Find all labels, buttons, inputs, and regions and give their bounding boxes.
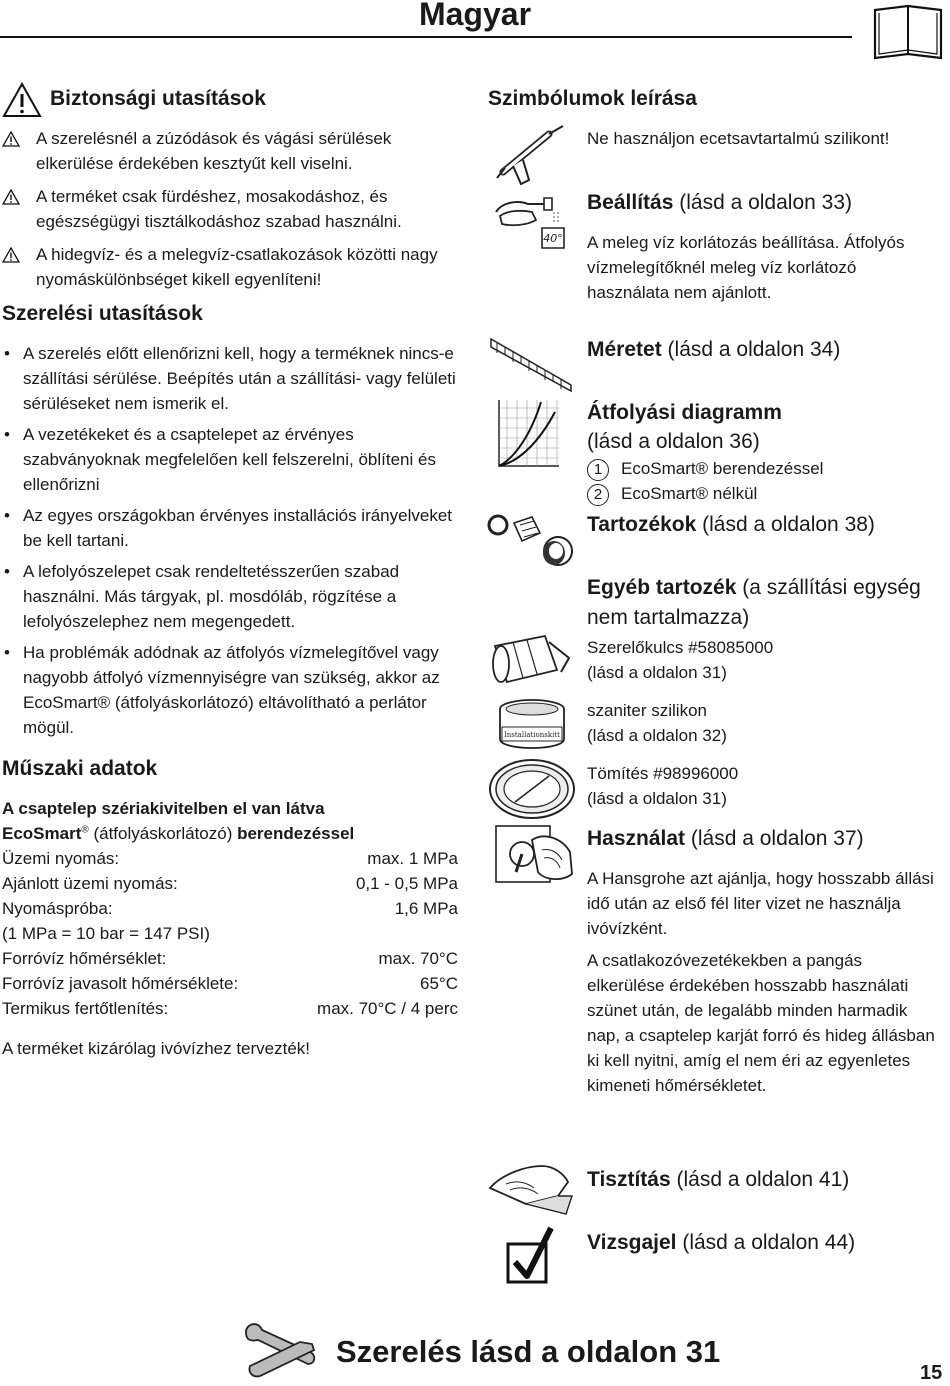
flow-item-1: 1 EcoSmart® berendezéssel [587,456,823,481]
spec-row: Ajánlott üzemi nyomás: 0,1 - 0,5 MPa [2,874,458,893]
tech-subtitle: A csaptelep szériakivitelben el van látva [2,799,325,818]
silicone-can-icon [494,697,574,753]
warning-icon [2,82,42,118]
temperature-reading: 40° [543,232,563,245]
header-rule [0,36,852,38]
flow-item-2: 2 EcoSmart® nélkül [587,481,757,506]
can-label: Installationskitt [504,731,560,739]
safety-title: Biztonsági utasítások [50,87,266,110]
cleaning-hand-icon [486,1160,576,1224]
list-item: • Ha problémák adódnak az átfolyós vízmelegítővel vagy nagyobb átfolyó vízmennyiségre van szükség, akkor az EcoSmart® (átfolyáskorlátozó) eltávolítható a perlátor mögül. [2,640,462,740]
spec-row: Forróvíz hőmérséklet: max. 70°C [2,949,458,968]
mixer-handle-icon [492,822,576,886]
accessories-heading: Tartozékok (lásd a oldalon 38) [587,513,875,536]
small-warning-icon [2,189,20,205]
seal-ring-icon [487,758,577,820]
tech-note: A terméket kizárólag ivóvízhez tervezték! [2,1039,311,1058]
spec-row: Nyomáspróba: 1,6 MPa [2,899,458,918]
ecosmart-label: EcoSmart [2,824,82,843]
spec-row: (1 MPa = 10 bar = 147 PSI) [2,924,210,943]
registered-mark: ® [81,824,89,836]
clean-heading: Tisztítás (lásd a oldalon 41) [587,1168,850,1191]
safety-item [2,126,452,176]
tech-subtitle-2 [2,821,462,846]
tech-block [2,796,462,1061]
safety-item-text: A terméket csak fürdéshez, mosakodáshoz, és egészségügyi tisztálkodáshoz szabad használni. [36,187,402,231]
symbols-title: Szimbólumok leírása [488,87,697,110]
tech-title: Műszaki adatok [2,757,158,780]
number-circle: 1 [587,459,609,481]
spec-row: Forróvíz javasolt hőmérséklete: 65°C [2,974,458,993]
page-number: 15 [920,1362,943,1384]
ecosmart-end: berendezéssel [237,824,355,843]
silicone-gun-icon [493,124,573,188]
flow-diagram-icon [495,398,561,470]
safety-list [2,126,452,292]
test-heading: Vizsgajel (lásd a oldalon 44) [587,1231,856,1254]
safety-item-text: A szerelésnél a zúzódások és vágási sérülések elkerülése érdekében kesztyűt kell viselni. [36,129,392,173]
flow-ref: (lásd a oldalon 36) [587,430,760,453]
safety-item [2,184,452,234]
list-item: • A szerelés előtt ellenőrizni kell, hogy a terméknek nincs-e szállítási sérülése. Beépítés után a szállítási- vagy felületi sérüléseket nem ismerik el. [2,341,462,416]
other-accessories-heading: Egyéb tartozék (a szállítási egység nem tartalmazza) [587,576,921,629]
install-reference: Szerelés lásd a oldalon 31 [336,1334,721,1369]
other-item-3: Tömítés #98996000 (lásd a oldalon 31) [587,764,739,808]
spec-row: Üzemi nyomás: max. 1 MPa [2,849,458,868]
ruler-icon [487,335,573,395]
wrench-key-icon [487,630,577,694]
page-title: Magyar [418,0,532,32]
accessories-icon [486,509,576,569]
tools-icon [240,1322,320,1380]
use-text-1: A Hansgrohe azt ajánlja, hogy hosszabb állási idő után az első fél liter vizet ne használja ivóvízként. [587,869,934,938]
checkmark-icon [505,1224,555,1286]
other-item-2: szaniter szilikon (lásd a oldalon 32) [587,701,727,745]
temperature-setting-icon [492,190,572,252]
install-title: Szerelési utasítások [2,302,203,325]
list-item: • A lefolyószelepet csak rendeltetésszerűen szabad használni. Más tárgyak, pl. mosdóláb, rögzítése a lefolyószelephez nem megengedett. [2,559,462,634]
number-circle: 2 [587,484,609,506]
safety-item-text: A hidegvíz- és a melegvíz-csatlakozások közötti nagy nyomáskülönbséget kikell egyenlíteni! [36,245,438,289]
list-item: • Az egyes országokban érvényes installációs irányelveket be kell tartani. [2,503,462,553]
book-icon [872,4,944,62]
small-warning-icon [2,247,20,263]
install-list [2,341,462,746]
silicone-note: Ne használjon ecetsavtartalmú szilikont! [587,129,890,148]
use-text-2: A csatlakozóvezetékekben a pangás elkerülése érdekében hosszabb használati szünet után, de legalább minden harmadik nap, a csaptelep karját forró és hideg állásban ki kell nyitni, amíg el nem éri az egyenletes kimeneti hőmérsékletet. [587,951,935,1095]
safety-item [2,242,452,292]
ecosmart-note: (átfolyáskorlátozó) [88,824,238,843]
small-warning-icon [2,131,20,147]
spec-row: Termikus fertőtlenítés: max. 70°C / 4 perc [2,999,458,1018]
use-heading: Használat (lásd a oldalon 37) [587,827,864,850]
list-item: • A vezetékeket és a csaptelepet az érvényes szabványoknak megfelelően kell felszerelni, öblíteni és ellenőrizni [2,422,462,497]
dims-heading: Méretet (lásd a oldalon 34) [587,338,841,361]
setting-text: A meleg víz korlátozás beállítása. Átfolyós vízmelegítőknél meleg víz korlátozó használata nem ajánlott. [587,233,905,302]
setting-heading: Beállítás (lásd a oldalon 33) [587,191,853,214]
other-item-1: Szerelőkulcs #58085000 (lásd a oldalon 31) [587,638,774,682]
flow-heading: Átfolyási diagramm [587,401,782,424]
